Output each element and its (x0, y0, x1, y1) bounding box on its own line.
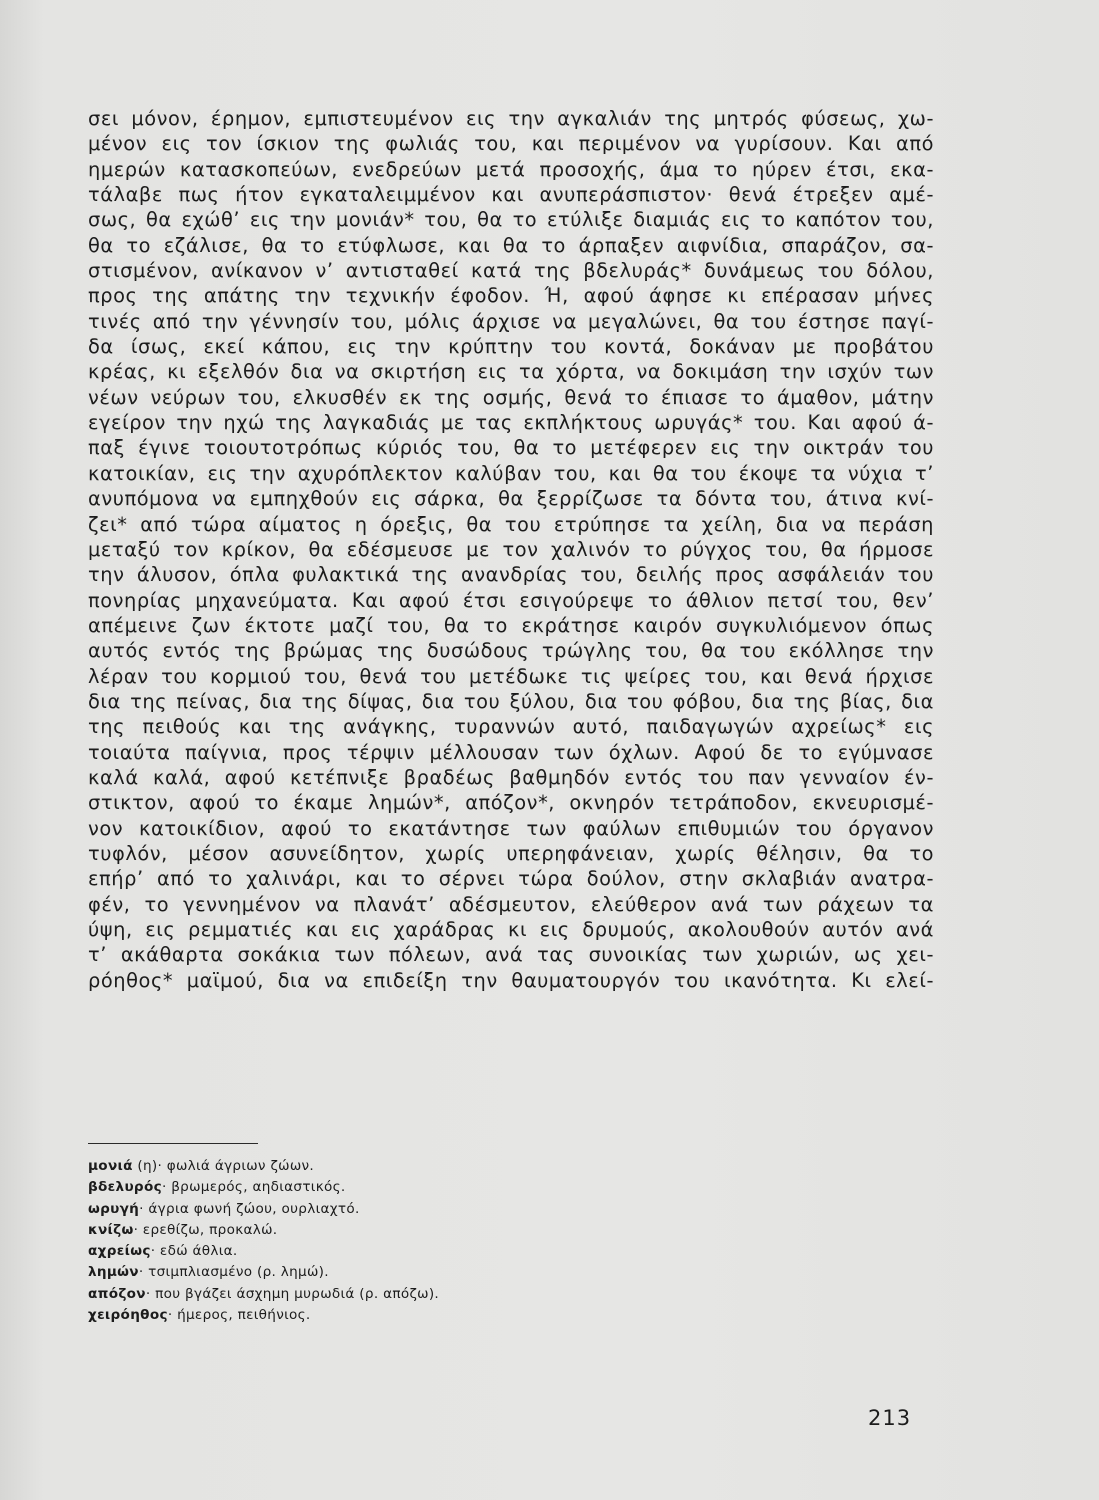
text-line: μένον εις τον ίσκιον της φωλιάς του, και περιμένον να γυρίσουν. Και από (88, 132, 934, 156)
glossary-definition: · ήμερος, πειθήνιος. (167, 1307, 311, 1324)
text-line: φέν, το γεννημένον να πλανάτ’ αδέσμευτον, ελεύθερον ανά των ράχεων τα (88, 892, 934, 916)
glossary-term: μονιά (88, 1158, 133, 1174)
text-line: σει μόνον, έρημον, εμπιστευμένον εις την αγκαλιάν της μητρός φύσεως, χω- (88, 107, 934, 130)
text-line: στισμένον, ανίκανον ν’ αντισταθεί κατά της βδελυράς* δυνάμεως του δόλου, (88, 259, 934, 283)
text-line: ημερών κατασκοπεύων, ενεδρεύων μετά προσοχής, άμα το ηύρεν έτσι, εκα- (88, 157, 934, 181)
main-text (88, 106, 934, 993)
glossary-term: χειρόηθος (88, 1307, 168, 1324)
glossary-entry (88, 1262, 688, 1283)
text-line: παξ έγινε τοιουτοτρόπως κύριός του, θα το μετέφερεν εις την οικτράν του (88, 436, 934, 460)
glossary-term: λημών (88, 1264, 139, 1281)
text-line: δια της πείνας, δια της δίψας, δια του ξύλου, δια του φόβου, δια της βίας, δια (88, 689, 934, 713)
glossary-entry (88, 1284, 688, 1305)
text-line: αυτός εντός της βρώμας της δυσώδους τρώγλης του, θα του εκόλλησε την (88, 639, 934, 663)
glossary-definition: · άγρια φωνή ζώου, ουρλιαχτό. (139, 1200, 360, 1217)
text-line: ύψη, εις ρεμματιές και εις χαράδρας κι εις δρυμούς, ακολουθούν αυτόν ανά (88, 918, 934, 941)
text-line: θα το εζάλισε, θα το ετύφλωσε, και θα το άρπαξεν αιφνίδια, σπαράζον, σα- (88, 233, 934, 257)
page-number: 213 (868, 1406, 912, 1430)
glossary-entry (88, 1241, 688, 1262)
glossary-definition: · ερεθίζω, προκαλώ. (133, 1221, 278, 1238)
text-line: τοιαύτα παίγνια, προς τέρψιν μέλλουσαν των όχλων. Αφού δε το εγύμνασε (88, 740, 934, 764)
text-line: απέμεινε ζων έκτοτε μαζί του, θα το εκράτησε καιρόν συγκυλιόμενον όπως (88, 613, 934, 637)
glossary-term: απόζον (88, 1285, 146, 1302)
text-line: της πειθούς και της ανάγκης, τυραννών αυτό, παιδαγωγών αχρείως* εις (88, 715, 934, 739)
text-line: κατοικίαν, εις την αχυρόπλεκτον καλύβαν του, και θα του έκοψε τα νύχια τ’ (88, 461, 934, 485)
text-line: σως, θα εχώθ’ εις την μονιάν* του, θα το ετύλιξε διαμιάς εις το καπότον του, (88, 208, 934, 232)
text-line: τάλαβε πως ήτον εγκαταλειμμένον και ανυπεράσπιστον· θενά έτρεξεν αμέ- (88, 183, 934, 207)
text-line: τινές από την γέννησίν του, μόλις άρχισε να μεγαλώνει, θα του έστησε παγί- (88, 309, 934, 333)
glossary-entry (88, 1177, 688, 1198)
text-line: στικτον, αφού το έκαμε λημών*, απόζον*, οκνηρόν τετράποδον, εκνευρισμέ- (88, 791, 934, 815)
text-line: προς της απάτης την τεχνικήν έφοδον. Ή, αφού άφησε κι επέρασαν μήνες (88, 284, 934, 308)
glossary-definition: · βρωμερός, αηδιαστικός. (161, 1179, 346, 1196)
glossary-entry (88, 1220, 688, 1241)
text-line: νέων νεύρων του, ελκυσθέν εκ της οσμής, θενά το έπιασε το άμαθον, μάτην (88, 385, 934, 409)
text-line: εγείρον την ηχώ της λαγκαδιάς με τας εκπλήκτους ωρυγάς* του. Και αφού ά- (88, 411, 934, 435)
glossary-entry (88, 1305, 688, 1326)
glossary-term: ωρυγή (88, 1200, 140, 1217)
text-line: καλά καλά, αφού κετέπνιξε βραδέως βαθμηδόν εντός του παν γενναίον έν- (88, 765, 934, 789)
glossary-entry (88, 1156, 688, 1177)
text-line: ρόηθος* μαϊμού, δια να επιδείξη την θαυματουργόν του ικανότητα. Κι ελεί- (88, 968, 934, 992)
text-line: λέραν του κορμιού του, θενά του μετέδωκε τις ψείρες του, και θενά ήρχισε (88, 664, 934, 688)
text-line: κρέας, κι εξελθόν δια να σκιρτήση εις τα χόρτα, να δοκιμάση την ισχύν των (88, 360, 934, 384)
glossary-term: βδελυρός (88, 1179, 162, 1196)
text-line: την άλυσον, όπλα φυλακτικά της ανανδρίας του, δειλής προς ασφάλειάν του (88, 563, 934, 587)
glossary-term: αχρείως (88, 1243, 151, 1260)
text-line: μεταξύ τον κρίκον, θα εδέσμευσε με τον χαλινόν το ρύγχος του, θα ήρμοσε (88, 537, 934, 561)
text-line: δα ίσως, εκεί κάπου, εις την κρύπτην του κοντά, δοκάναν με προβάτου (88, 335, 934, 359)
glossary-definition: · που βγάζει άσχημη μυρωδιά (ρ. απόζω). (145, 1285, 440, 1302)
text-line: νον κατοικίδιον, αφού το εκατάντησε των φαύλων επιθυμιών του όργανον (88, 816, 934, 840)
text-line: ζει* από τώρα αίματος η όρεξις, θα του ετρύπησε τα χείλη, δια να περάση (88, 512, 934, 536)
glossary-definition: · τσιμπλιασμένο (ρ. λημώ). (138, 1264, 329, 1281)
glossary-term: κνίζω (88, 1221, 134, 1238)
glossary-definition: (η)· φωλιά άγριων ζώων. (132, 1158, 315, 1174)
footnote-divider (88, 1143, 258, 1144)
text-line: επήρ’ από το χαλινάρι, και το σέρνει τώρα δούλον, στην σκλαβιάν ανατρα- (88, 867, 934, 891)
text-line: τ’ ακάθαρτα σοκάκια των πόλεων, ανά τας συνοικίας των χωριών, ως χει- (88, 943, 934, 967)
text-line: πονηρίας μηχανεύματα. Και αφού έτσι εσιγούρεψε το άθλιον πετσί του, θεν’ (88, 588, 934, 612)
glossary-entry (88, 1199, 688, 1220)
text-line: τυφλόν, μέσον ασυνείδητον, χωρίς υπερηφάνειαν, χωρίς θέλησιν, θα το (88, 841, 934, 865)
glossary (88, 1156, 688, 1326)
glossary-definition: · εδώ άθλια. (150, 1243, 238, 1260)
text-line: ανυπόμονα να εμπηχθούν εις σάρκα, θα ξερρίζωσε τα δόντα του, άτινα κνί- (88, 487, 934, 511)
